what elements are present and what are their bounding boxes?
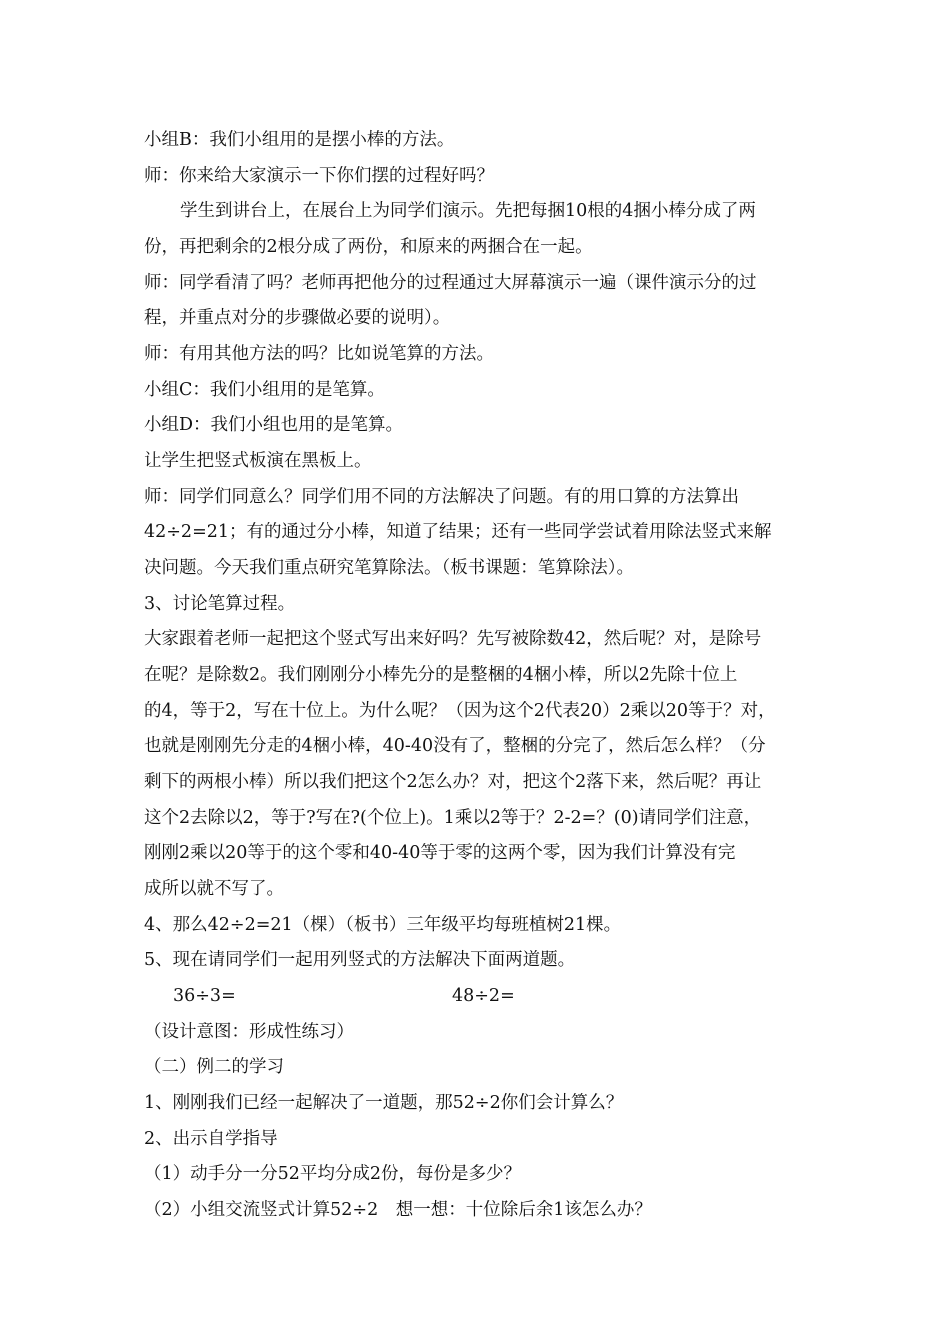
text-line: 小组B：我们小组用的是摆小棒的方法。 [144,130,455,150]
text-line: 的4，等于2，写在十位上。为什么呢？（因为这个2代表20）2乘以20等于？对， [144,701,776,721]
text-line: 小组C：我们小组用的是笔算。 [144,380,385,400]
text-line: 让学生把竖式板演在黑板上。 [144,451,372,471]
text-line: 成所以就不写了。 [144,879,284,899]
text-line: 师：有用其他方法的吗？比如说笔算的方法。 [144,344,494,364]
section-heading: （二）例二的学习 [144,1057,284,1077]
text-line: （1）动手分一分52平均分成2份，每份是多少？ [144,1164,522,1184]
text-line: 程，并重点对分的步骤做必要的说明）。 [144,308,451,328]
text-line: 刚刚2乘以20等于的这个零和40-40等于零的这两个零，因为我们计算没有完 [144,843,736,863]
section-heading: 3、讨论笔算过程。 [144,594,296,614]
design-note: （设计意图：形成性练习） [144,1022,354,1042]
text-line: 剩下的两根小棒）所以我们把这个2怎么办？对，把这个2落下来，然后呢？再让 [144,772,762,792]
text-line: 师：同学们同意么？同学们用不同的方法解决了问题。有的用口算的方法算出 [144,487,739,507]
section-heading: 5、现在请同学们一起用列竖式的方法解决下面两道题。 [144,950,576,970]
exercise-2: 48÷2= [452,986,515,1006]
exercise-1: 36÷3= [173,986,236,1006]
text-line: 师：同学看清了吗？老师再把他分的过程通过大屏幕演示一遍（课件演示分的过 [144,273,757,293]
text-line: 师：你来给大家演示一下你们摆的过程好吗？ [144,166,494,186]
text-line: 大家跟着老师一起把这个竖式写出来好吗？先写被除数42，然后呢？对，是除号 [144,629,762,649]
section-heading: 4、那么42÷2=21（棵）（板书）三年级平均每班植树21棵。 [144,915,622,935]
text-line: 学生到讲台上，在展台上为同学们演示。先把每捆10根的4捆小棒分成了两 [180,201,756,221]
text-line: 2、出示自学指导 [144,1129,278,1149]
text-line: 1、刚刚我们已经一起解决了一道题，那52÷2你们会计算么？ [144,1093,624,1113]
text-line: 小组D：我们小组也用的是笔算。 [144,415,404,435]
text-line: 42÷2=21；有的通过分小棒，知道了结果；还有一些同学尝试着用除法竖式来解 [144,522,772,542]
text-line: 在呢？是除数2。我们刚刚分小棒先分的是整梱的4梱小棒，所以2先除十位上 [144,665,738,685]
text-line: （2）小组交流竖式计算52÷2 想一想：十位除后余1该怎么办？ [144,1200,652,1220]
text-line: 这个2去除以2，等于?写在?(个位上)。1乘以2等于？2-2=？(0)请同学们注意， [144,808,762,828]
text-line: 份，再把剩余的2根分成了两份，和原来的两捆合在一起。 [144,237,593,257]
text-line: 决问题。今天我们重点研究笔算除法。（板书课题：笔算除法）。 [144,558,634,578]
text-line: 也就是刚刚先分走的4梱小棒，40-40没有了，整梱的分完了，然后怎么样？（分 [144,736,766,756]
